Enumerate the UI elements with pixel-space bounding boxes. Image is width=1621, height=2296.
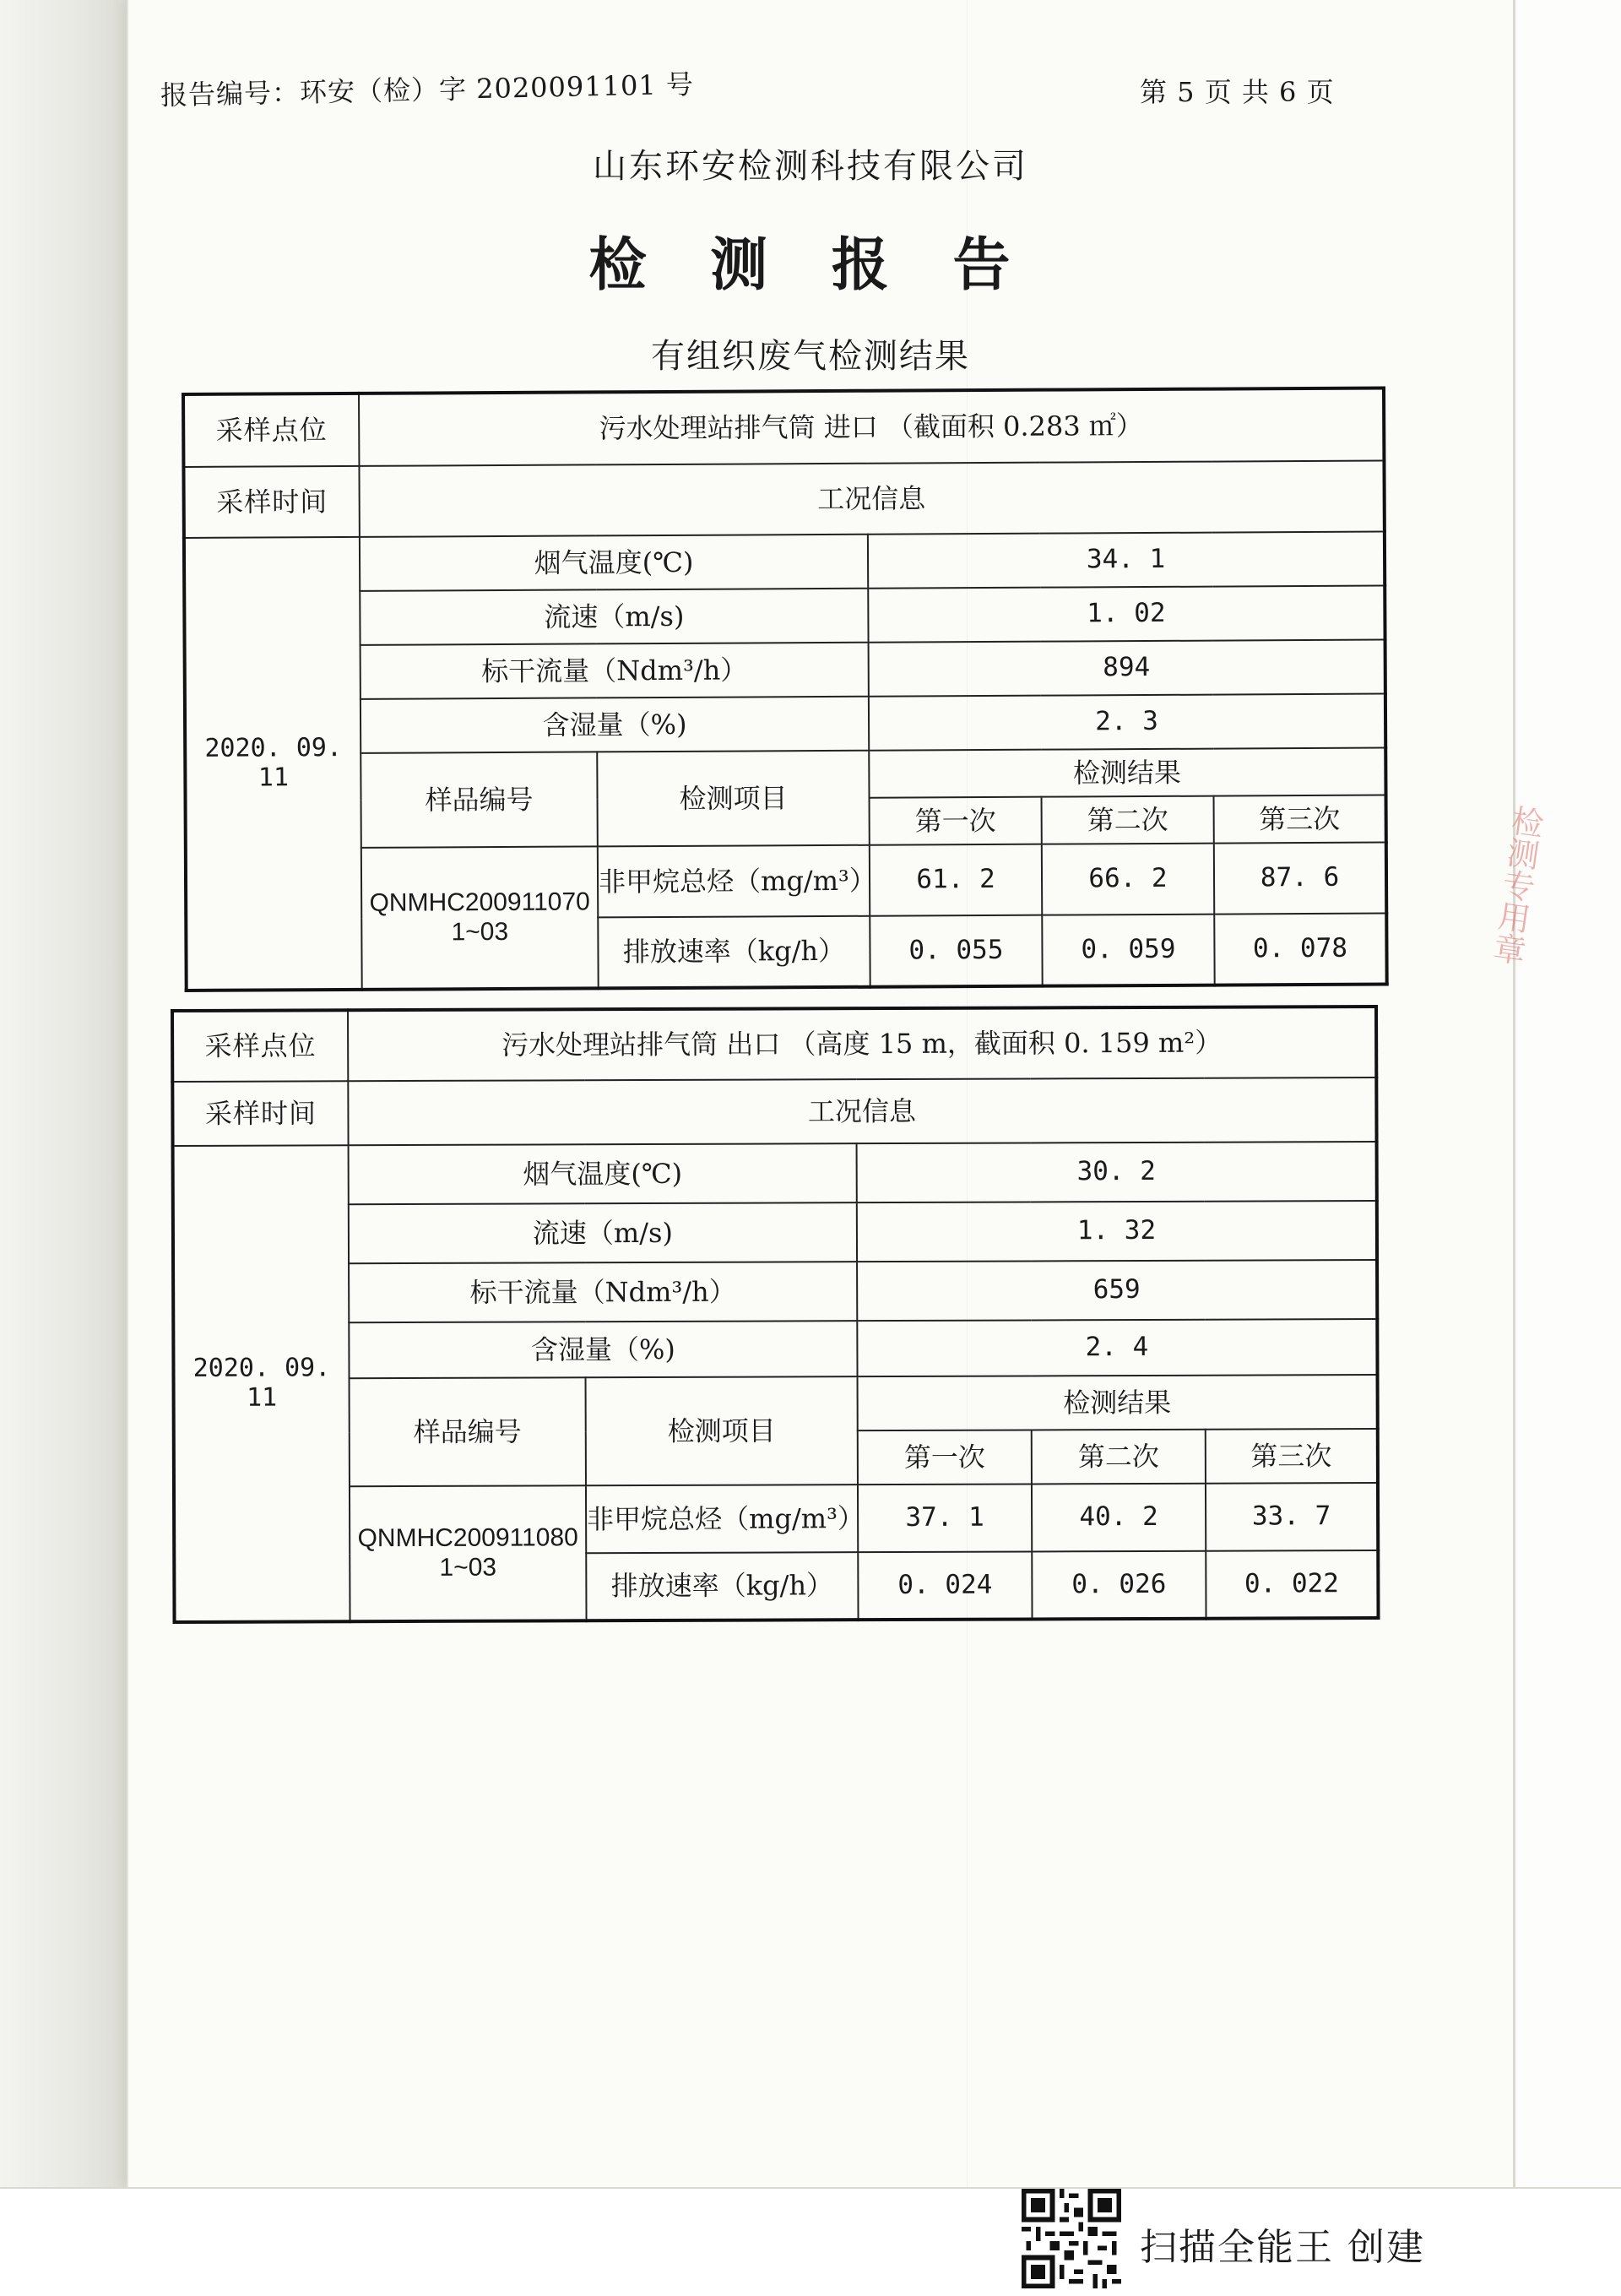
sample-id-label: 样品编号 bbox=[350, 1377, 586, 1486]
std-flow-value: 659 bbox=[857, 1260, 1377, 1321]
run2-label: 第二次 bbox=[1042, 796, 1214, 844]
table-row bbox=[173, 1260, 1377, 1323]
flue-temp-label: 烟气温度(℃) bbox=[360, 535, 868, 591]
sample-id-value bbox=[350, 1485, 587, 1621]
report-number: 报告编号：环安（检）字 2020091101 号 bbox=[160, 68, 695, 111]
run2-label: 第二次 bbox=[1032, 1430, 1206, 1485]
nmhc-run2: 40. 2 bbox=[1032, 1484, 1206, 1552]
rate-run1: 0. 055 bbox=[870, 915, 1042, 987]
flue-temp-value: 34. 1 bbox=[868, 532, 1385, 589]
rate-run3: 0. 022 bbox=[1206, 1550, 1378, 1619]
company-name: 山东环安检测科技有限公司 bbox=[593, 147, 1028, 186]
table-row bbox=[186, 843, 1386, 920]
table-row bbox=[183, 388, 1384, 467]
emission-rate-label: 排放速率（kg/h） bbox=[586, 1552, 858, 1620]
flue-temp-value: 30. 2 bbox=[857, 1142, 1377, 1202]
nmhc-run2: 66. 2 bbox=[1042, 844, 1214, 915]
velocity-label: 流速（m/s) bbox=[360, 589, 868, 645]
table-row bbox=[185, 748, 1385, 801]
result-label: 检测结果 bbox=[869, 748, 1385, 798]
table-row bbox=[174, 1375, 1378, 1433]
moisture-value: 2. 3 bbox=[869, 694, 1385, 751]
table-row bbox=[184, 586, 1385, 646]
sample-id-line2: 1~03 bbox=[439, 1553, 497, 1582]
sample-id-line2: 1~03 bbox=[451, 917, 509, 946]
sample-id-value bbox=[361, 846, 599, 989]
sampling-time-label: 采样时间 bbox=[183, 466, 359, 538]
std-flow-label: 标干流量（Ndm³/h） bbox=[349, 1262, 857, 1322]
document-title: 检 测 报 告 bbox=[588, 231, 1033, 299]
flue-temp-label: 烟气温度(℃) bbox=[349, 1143, 857, 1204]
std-flow-value: 894 bbox=[869, 640, 1385, 697]
nmhc-label: 非甲烷总烃（mg/m³） bbox=[586, 1485, 858, 1553]
table-row bbox=[185, 640, 1385, 700]
velocity-label: 流速（m/s) bbox=[349, 1202, 857, 1263]
table-row bbox=[173, 1201, 1377, 1264]
qr-code-icon bbox=[1022, 2189, 1121, 2288]
sampling-date: 2020. 09. 11 bbox=[184, 537, 362, 991]
sample-id-line1: QNMHC200911070 bbox=[369, 887, 590, 917]
emission-rate-label: 排放速率（kg/h） bbox=[598, 916, 870, 989]
velocity-value: 1. 02 bbox=[868, 586, 1385, 643]
rate-run2: 0. 026 bbox=[1032, 1551, 1206, 1620]
sampling-point-label: 采样点位 bbox=[183, 394, 359, 467]
table-row bbox=[173, 1319, 1377, 1379]
rate-run3: 0. 078 bbox=[1214, 914, 1386, 985]
table-row bbox=[173, 1142, 1377, 1205]
nmhc-run3: 87. 6 bbox=[1214, 843, 1386, 915]
results-table-outlet bbox=[171, 1005, 1380, 1624]
table-row bbox=[172, 1007, 1376, 1082]
sampling-date: 2020. 09. 11 bbox=[173, 1145, 350, 1622]
rate-run1: 0. 024 bbox=[858, 1551, 1032, 1620]
table-row bbox=[184, 532, 1385, 592]
red-seal-stamp: 检测专用章 bbox=[1486, 802, 1546, 968]
sampling-point-value: 污水处理站排气筒 出口 （高度 15 m，截面积 0. 159 m²） bbox=[348, 1007, 1376, 1081]
test-item-label: 检测项目 bbox=[597, 751, 870, 847]
nmhc-run1: 61. 2 bbox=[870, 844, 1042, 916]
scanner-watermark: 扫描全能王 创建 bbox=[1140, 2226, 1425, 2269]
run3-label: 第三次 bbox=[1206, 1429, 1378, 1484]
table-row bbox=[172, 1077, 1376, 1146]
moisture-value: 2. 4 bbox=[857, 1319, 1377, 1376]
sample-id-label: 样品编号 bbox=[361, 752, 598, 847]
sampling-point-label: 采样点位 bbox=[172, 1010, 348, 1082]
moisture-label: 含湿量（%) bbox=[361, 697, 869, 753]
condition-info-label: 工况信息 bbox=[359, 461, 1384, 537]
nmhc-run1: 37. 1 bbox=[858, 1484, 1032, 1552]
table-row bbox=[183, 461, 1384, 538]
run3-label: 第三次 bbox=[1214, 795, 1386, 844]
sample-id-line1: QNMHC200911080 bbox=[357, 1523, 578, 1553]
page-number: 第 5 页 共 6 页 bbox=[1140, 76, 1335, 108]
table-row bbox=[174, 1483, 1378, 1555]
rate-run2: 0. 059 bbox=[1042, 915, 1214, 986]
condition-info-label: 工况信息 bbox=[348, 1077, 1376, 1145]
std-flow-label: 标干流量（Ndm³/h） bbox=[361, 643, 869, 699]
table-row bbox=[185, 694, 1385, 754]
sampling-time-label: 采样时间 bbox=[172, 1081, 348, 1146]
nmhc-run3: 33. 7 bbox=[1206, 1483, 1378, 1551]
nmhc-label: 非甲烷总烃（mg/m³） bbox=[598, 845, 870, 918]
result-label: 检测结果 bbox=[858, 1375, 1378, 1430]
run1-label: 第一次 bbox=[870, 797, 1042, 845]
sampling-point-value: 污水处理站排气筒 进口 （截面积 0.283 ㎡） bbox=[359, 388, 1384, 466]
test-item-label: 检测项目 bbox=[586, 1376, 858, 1485]
run1-label: 第一次 bbox=[858, 1430, 1032, 1485]
velocity-value: 1. 32 bbox=[857, 1201, 1377, 1262]
results-table-inlet bbox=[182, 387, 1389, 992]
scan-margin bbox=[0, 0, 127, 2187]
section-title: 有组织废气检测结果 bbox=[651, 337, 970, 376]
moisture-label: 含湿量（%) bbox=[349, 1321, 857, 1378]
